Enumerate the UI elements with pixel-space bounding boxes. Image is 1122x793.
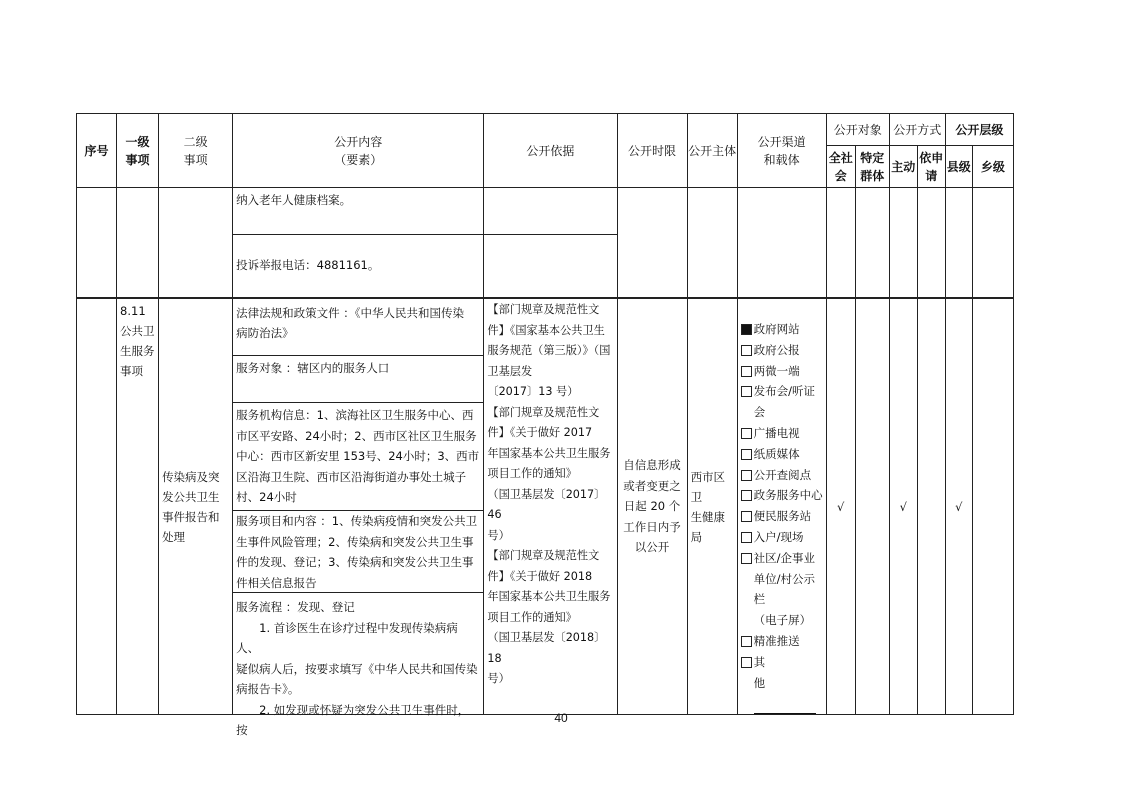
cell-method-active: √ bbox=[889, 298, 917, 715]
header-target-specific: 特定 群体 bbox=[855, 146, 889, 188]
cont-basis-cell bbox=[484, 188, 617, 299]
cell-method-apply bbox=[917, 298, 945, 715]
cell-empty bbox=[159, 188, 233, 299]
cell-basis: 【部门规章及规范性文 件】《国家基本公共卫生 服务规范（第三版）》（国 卫基层发 〔2017〕13 号） 【部门规章及规范性文 件】《关于做好 2017 年国家基本公共卫生服务 项目工作的通知》 （国卫基层发〔2017〕46 号） 【部门规章及规范性文 件】《关于做好 2018 年国家基本公共卫生服务 项目工作的通知》 （国卫基层发〔2018〕18 号） bbox=[484, 298, 617, 715]
checkbox-icon bbox=[741, 449, 752, 460]
content-process: 服务流程 ：发现、登记 1. 首诊医生在诊疗过程中发现传染病病人、 疑似病人后，按要求填写《中华人民共和国传染 病报告卡》。 2. 如发现或怀疑为突发公共卫生事件时，按 bbox=[236, 600, 478, 737]
cell-empty bbox=[737, 188, 826, 299]
cell-empty bbox=[889, 188, 917, 299]
checkbox-icon bbox=[741, 532, 752, 543]
channel-option bbox=[741, 527, 823, 548]
channel-option bbox=[741, 631, 823, 652]
header-method: 公开方式 bbox=[889, 114, 945, 146]
cont-content-1: 纳入老年人健康档案。 bbox=[233, 188, 483, 235]
channel-label: 公开查阅点 bbox=[753, 467, 812, 482]
channel-label: 广播电视 bbox=[753, 425, 800, 440]
checked-box-icon bbox=[741, 324, 752, 335]
channel-label: 其 他 bbox=[754, 652, 823, 714]
channel-label: 社区/企事业 单位/村公示栏 （电子屏） bbox=[753, 550, 815, 628]
content-target: 服务对象 ：辖区内的服务人口 bbox=[233, 356, 483, 403]
header-method-apply: 依申 请 bbox=[917, 146, 945, 188]
checkbox-icon bbox=[741, 345, 752, 356]
cell-level-town bbox=[972, 298, 1013, 715]
cell-empty bbox=[687, 188, 737, 299]
header-channel: 公开渠道 和载体 bbox=[737, 114, 826, 188]
content-institutions: 服务机构信息：1、滨海社区卫生服务中心、西 市区平安路、24小时；2、西市区社区卫生服务 中心：西市区新安里 153号、24小时；3、西市 区沿海卫生院、西市区沿海街道办事处土城子 村、24小时 bbox=[233, 403, 483, 511]
checkbox-icon bbox=[741, 428, 752, 439]
cell-time-limit: 自信息形成 或者变更之 日起 20 个 工作日内予 以公开 bbox=[617, 298, 687, 715]
cell-empty bbox=[855, 188, 889, 299]
cell-target-specific bbox=[855, 298, 889, 715]
checkbox-icon bbox=[741, 386, 752, 397]
header-level-county: 县级 bbox=[945, 146, 972, 188]
header-time-limit: 公开时限 bbox=[617, 114, 687, 188]
channel-label: 纸质媒体 bbox=[753, 446, 800, 461]
cell-content bbox=[233, 298, 484, 737]
checkbox-icon bbox=[741, 490, 752, 501]
channel-label: 精准推送 bbox=[753, 633, 800, 648]
header-seq: 序号 bbox=[77, 114, 117, 188]
channel-option bbox=[741, 506, 823, 527]
table-row bbox=[77, 298, 1014, 715]
channel-option bbox=[741, 485, 823, 506]
header-target-all: 全社 会 bbox=[826, 146, 855, 188]
checkbox-icon bbox=[741, 511, 752, 522]
channel-option bbox=[741, 381, 823, 423]
checkbox-icon bbox=[741, 636, 752, 647]
channel-option bbox=[741, 319, 823, 340]
cell-empty bbox=[917, 188, 945, 299]
channel-option bbox=[741, 423, 823, 444]
channel-label: 入户/现场 bbox=[753, 529, 804, 544]
cell-seq bbox=[77, 298, 117, 715]
header-basis: 公开依据 bbox=[484, 114, 617, 188]
channel-label: 政府公报 bbox=[753, 342, 800, 357]
header-target: 公开对象 bbox=[826, 114, 889, 146]
channel-list bbox=[741, 319, 823, 714]
content-laws: 法律法规和政策文件 ：《中华人民共和国传染 病防治法》 bbox=[233, 299, 483, 356]
channel-label: 两微一端 bbox=[753, 363, 800, 378]
header-level2: 二级 事项 bbox=[159, 114, 233, 188]
cell-empty bbox=[826, 188, 855, 299]
channel-option bbox=[741, 444, 823, 465]
header-method-active: 主动 bbox=[889, 146, 917, 188]
checkbox-icon bbox=[741, 470, 752, 481]
channel-label: 政府网站 bbox=[753, 322, 800, 336]
cell-level1: 8.11 公共卫 生服务 事项 bbox=[117, 298, 159, 715]
header-subject: 公开主体 bbox=[687, 114, 737, 188]
table-row bbox=[77, 188, 1014, 299]
header-level1: 一级 事项 bbox=[117, 114, 159, 188]
cont-content-2: 投诉举报电话：4881161。 bbox=[236, 258, 380, 272]
channel-label: 便民服务站 bbox=[753, 509, 812, 524]
checkbox-icon bbox=[741, 553, 752, 564]
checkbox-icon bbox=[741, 366, 752, 377]
cell-target-all: √ bbox=[826, 298, 855, 715]
channel-label: 政务服务中心 bbox=[753, 488, 823, 503]
content-items: 服务项目和内容 ：1、传染病疫情和突发公共卫 生事件风险管理；2、传染病和突发公共卫生事 件的发现、登记；3、传染病和突发公共卫生事 件相关信息报告 bbox=[233, 511, 483, 593]
cell-subject: 西市区卫 生健康局 bbox=[687, 298, 737, 715]
channel-option bbox=[741, 652, 823, 714]
cell-level-county: √ bbox=[945, 298, 972, 715]
cell-level2: 传染病及突 发公共卫生 事件报告和 处理 bbox=[159, 298, 233, 715]
header-content: 公开内容 （要素） bbox=[233, 114, 484, 188]
cell-empty bbox=[77, 188, 117, 299]
page-number: 40 bbox=[554, 711, 568, 725]
channel-option bbox=[741, 465, 823, 486]
cell-empty bbox=[617, 188, 687, 299]
header-level-town: 乡级 bbox=[972, 146, 1013, 188]
cell-empty bbox=[972, 188, 1013, 299]
checkbox-icon bbox=[741, 657, 752, 668]
cell-channels bbox=[737, 298, 826, 715]
cell-empty bbox=[945, 188, 972, 299]
cont-content-cell bbox=[233, 188, 484, 299]
header-level: 公开层级 bbox=[945, 114, 1013, 146]
channel-option bbox=[741, 361, 823, 382]
cell-empty bbox=[117, 188, 159, 299]
channel-option bbox=[741, 340, 823, 361]
channel-label: 发布会/听证 会 bbox=[753, 384, 815, 420]
channel-option bbox=[741, 548, 823, 631]
